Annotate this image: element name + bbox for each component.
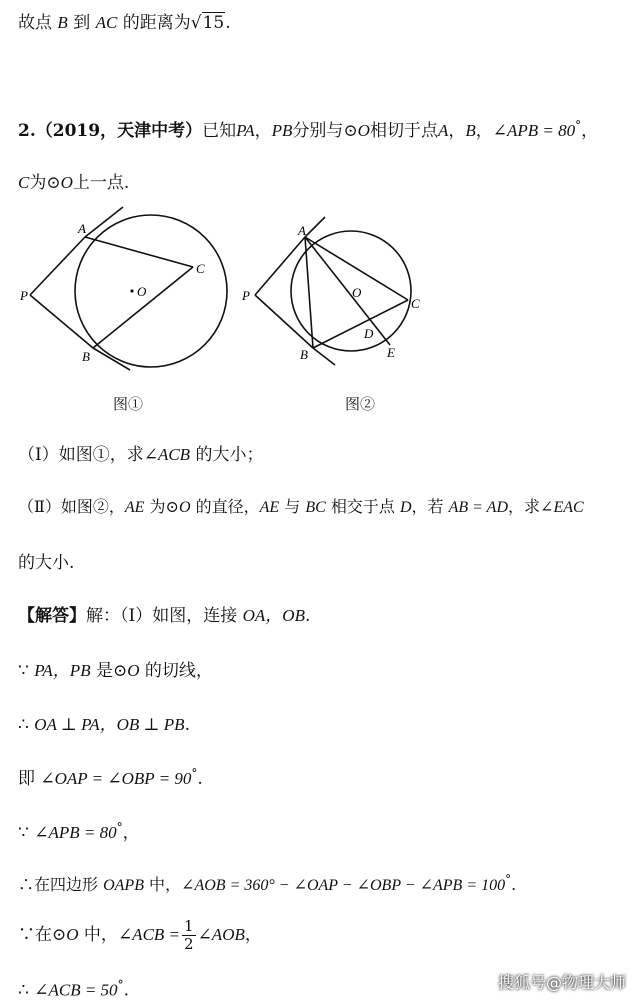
angle-expr: ∠EAC: [540, 499, 584, 516]
problem-line-1: [18, 116, 598, 141]
var: B: [57, 13, 68, 32]
math: ∠ACB = 50: [34, 980, 118, 1000]
watermark: 搜狐号@物理大师: [497, 973, 626, 992]
text: （Ⅱ）如图②，: [18, 497, 125, 516]
label-p: P: [242, 288, 250, 303]
text: ，: [122, 823, 140, 843]
math: OA，OB: [242, 606, 305, 625]
text: 解：（Ⅰ）如图，连接: [86, 606, 243, 626]
text: .: [197, 769, 203, 789]
label-a: A: [298, 223, 306, 238]
symbol: ∴: [18, 715, 35, 735]
equation: AB = AD: [448, 499, 509, 516]
tangent-pa: [30, 237, 85, 295]
solution-line-0: 【解答】解：（Ⅰ）如图，连接 OA，OB.: [18, 606, 311, 626]
sqrt-sign: √: [190, 13, 202, 33]
label-o: O: [137, 284, 147, 299]
math: OA ⊥ PA，OB ⊥ PB: [34, 715, 185, 734]
degree: °: [575, 118, 582, 133]
text: ∵在: [18, 925, 52, 945]
fraction: [182, 918, 196, 953]
degree: °: [191, 766, 198, 781]
var: D: [399, 499, 412, 516]
math: ∠AOB: [197, 925, 245, 944]
text: .: [123, 980, 129, 1001]
solution-line-7: [18, 978, 129, 1001]
text: 上一点.: [72, 173, 130, 193]
numerator: 1: [184, 917, 194, 935]
angle-expr: ∠APB = 80: [492, 121, 576, 140]
sqrt-value: 15: [202, 13, 225, 33]
solution-line-3: [18, 764, 203, 789]
solution-line-6: [18, 918, 262, 953]
solution-line-5: [18, 872, 516, 895]
solution-line-2: ∴ OA ⊥ PA，OB ⊥ PB.: [18, 715, 190, 735]
label-c: C: [411, 296, 420, 311]
label-e: E: [387, 345, 395, 360]
problem-source: （2019，天津中考）: [35, 121, 203, 141]
text: ，求: [508, 497, 541, 516]
tangent-pa: [255, 237, 305, 295]
question-2-tail: 的大小.: [18, 553, 75, 573]
label-d: D: [364, 326, 374, 341]
question-2: [18, 494, 584, 517]
text: ∴在四边形: [18, 875, 104, 894]
var: A: [437, 121, 449, 140]
label-b: B: [82, 349, 90, 364]
solution-heading: 【解答】: [18, 606, 86, 626]
text: 相切于点: [369, 121, 438, 141]
var: AE: [124, 499, 145, 516]
text: 相交于点: [325, 497, 400, 516]
text: .: [225, 13, 231, 33]
symbol: ∴: [18, 980, 35, 1001]
text: ，: [475, 121, 493, 141]
text: 为: [29, 173, 47, 193]
var: ⊙O: [46, 173, 73, 192]
text: ，若: [411, 497, 449, 516]
symbol: ∵: [18, 823, 35, 843]
solution-line-1: [18, 656, 213, 681]
var: B: [465, 121, 476, 140]
var: BC: [305, 499, 326, 516]
math: PA，PB: [34, 661, 91, 680]
denominator: 2: [184, 935, 194, 953]
text: 的距离为: [117, 13, 191, 33]
text: 是: [90, 661, 113, 681]
tangent-pb: [30, 295, 93, 348]
math: ∠AOB = 360° − ∠OAP − ∠OBP − ∠APB = 100: [181, 877, 506, 894]
chord-bc: [93, 267, 193, 348]
solution-line-4: [18, 818, 140, 843]
math: ∠APB = 80: [34, 823, 117, 842]
angle-expr: ∠ACB: [143, 445, 191, 464]
text: 已知: [202, 121, 237, 141]
text: .: [511, 875, 517, 894]
text: ，: [448, 121, 466, 141]
var: C: [18, 173, 30, 192]
prev-conclusion: [18, 8, 231, 33]
text: 到: [67, 13, 96, 33]
label-o: O: [352, 285, 362, 300]
text: 的切线，: [139, 661, 213, 681]
math: ⊙O: [113, 661, 140, 680]
degree: °: [117, 978, 124, 992]
caption-fig2: 图②: [345, 395, 376, 413]
text: ，: [581, 121, 599, 141]
caption-fig1: 图①: [113, 395, 144, 413]
var: AE: [259, 499, 280, 516]
degree: °: [505, 872, 512, 887]
text: 与: [279, 497, 306, 516]
text: ，: [244, 925, 262, 945]
text: 即: [18, 769, 41, 789]
chord-ac: [85, 237, 193, 267]
figure-1: [18, 205, 238, 375]
label-p: P: [20, 288, 28, 303]
tangent-pb: [255, 295, 313, 348]
var: ⊙O: [343, 121, 370, 140]
text: （Ⅰ）如图①，求: [18, 445, 144, 465]
figure-2: [240, 205, 440, 375]
symbol: ∵: [18, 661, 35, 681]
question-1: [18, 440, 263, 465]
math: ⊙O: [52, 925, 79, 944]
text: 分别与: [292, 121, 344, 141]
text: 中，: [78, 925, 118, 945]
var: PA: [236, 121, 255, 140]
text: 为: [144, 497, 166, 516]
tangent-ext-a: [305, 217, 325, 237]
math: ∠ACB =: [117, 925, 181, 944]
diameter-ae: [305, 237, 390, 345]
label-a: A: [78, 221, 86, 236]
text: 中，: [143, 875, 182, 894]
problem-line-2: [18, 168, 129, 193]
var: PB: [271, 121, 293, 140]
label-b: B: [300, 347, 308, 362]
text: 的大小；: [190, 445, 264, 465]
problem-number: 2.: [18, 121, 36, 141]
label-c: C: [196, 261, 205, 276]
degree: °: [116, 820, 123, 835]
var: AC: [95, 13, 118, 32]
var: ⊙O: [165, 499, 191, 516]
tangent-ext-b: [313, 348, 335, 365]
text: 故点: [18, 13, 58, 33]
text: 的直径，: [190, 497, 260, 516]
tangent-ext-b: [93, 348, 130, 370]
text: ，: [254, 121, 272, 141]
math: ∠OAP = ∠OBP = 90: [40, 769, 192, 788]
center-dot: [130, 289, 133, 292]
math: OAPB: [103, 877, 144, 894]
